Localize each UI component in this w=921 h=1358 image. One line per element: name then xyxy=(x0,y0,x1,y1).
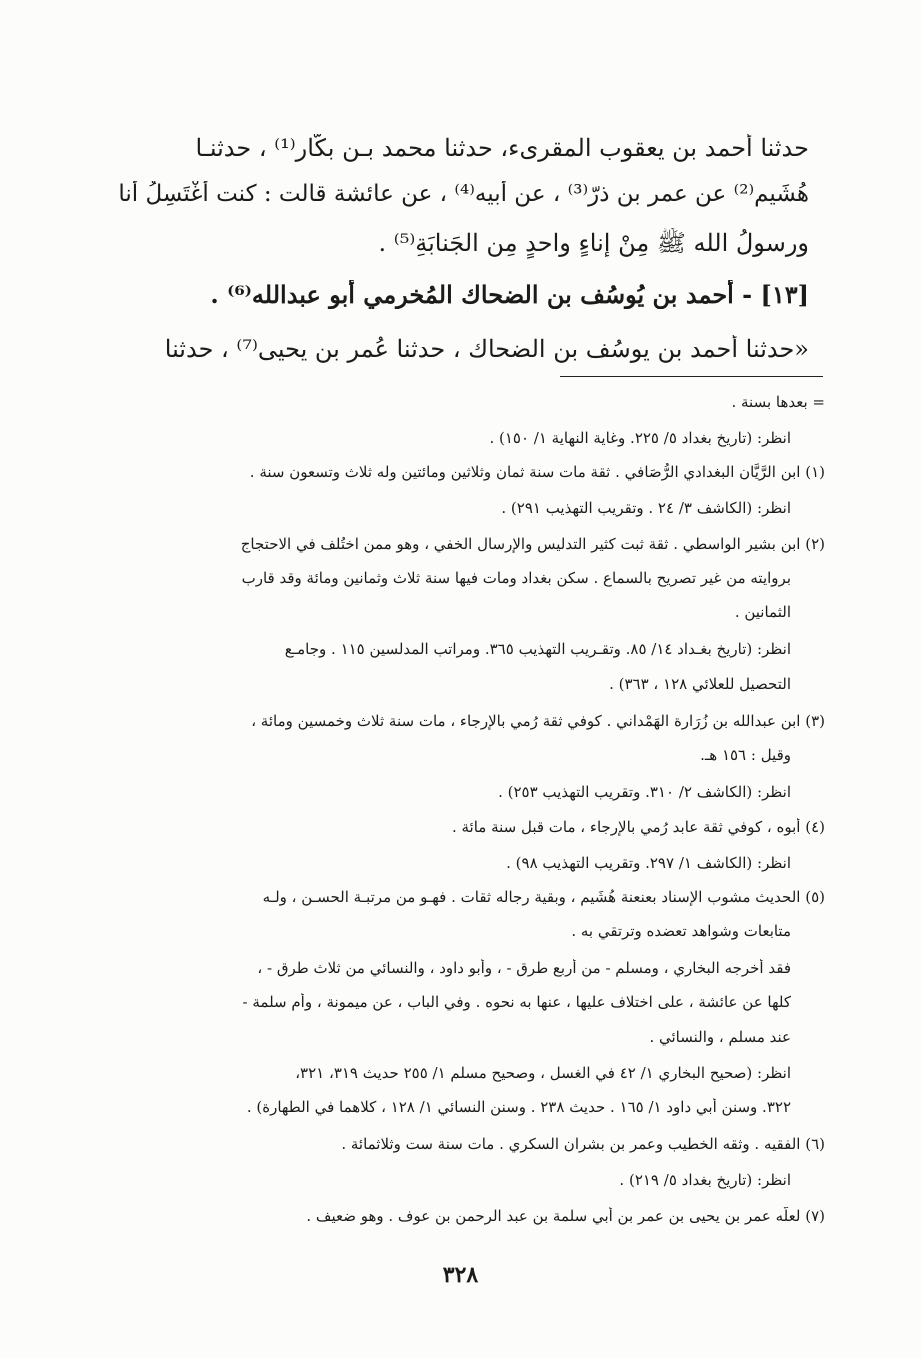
main-text-line-2: هُشَيم⁽²⁾ عن عمر بن ذرّ⁽³⁾ ، عن أبيه⁽⁴⁾ ، عن عائشة قالت : كنت أغْتَسِلُ أنا xyxy=(118,181,809,207)
footnote-line: انظر: (صحيح البخاري ١/ ٤٢ في الغسل ، وصحيح مسلم ١/ ٢٥٥ حديث ٣١٩، ٣٢١، xyxy=(295,1064,791,1082)
footnote-line: الثمانين . xyxy=(734,603,791,621)
footnote-line: فقد أخرجه البخاري ، ومسلم - من أربع طرق - ، وأبو داود ، والنسائي من ثلاث طرق - ، xyxy=(257,959,791,977)
footnote-line: انظر: (تاريخ بغداد ٥/ ٢١٩) . xyxy=(619,1171,791,1189)
footnote-line: ٣٢٢. وسنن أبي داود ١/ ١٦٥ . حديث ٢٣٨ . وسنن النسائي ١/ ١٢٨ ، كلاهما في الطهارة) . xyxy=(246,1098,791,1116)
footnote-line: (٦) الفقيه . وثقه الخطيب وعمر بن بشران السكري . مات سنة ست وثلاثمائة . xyxy=(341,1135,825,1153)
main-text-line-1: حدثنا أحمد بن يعقوب المقرىء، حدثنا محمد بـن بكّار⁽¹⁾ ، حدثنـا xyxy=(195,134,809,162)
main-text-line-3: ورسولُ الله ﷺ مِنْ إناءٍ واحدٍ مِن الجَنابَةِ⁽⁵⁾ . xyxy=(378,229,809,257)
footnote-line: (١) ابن الرَّيَّان البغدادي الرُّصَافي . ثقة مات سنة ثمان وثلاثين ومائتين وله ثلاث وتسعون سنة . xyxy=(249,463,825,481)
main-text-line-4: «حدثنا أحمد بن يوسُف بن الضحاك ، حدثنا عُمر بن يحيى⁽⁷⁾ ، حدثنا xyxy=(164,335,809,363)
footnote-line: انظر: (الكاشف ٢/ ٣١٠. وتقريب التهذيب ٢٥٣) . xyxy=(498,783,791,801)
page-number: ٣٢٨ xyxy=(442,1262,479,1288)
footnote-line: عند مسلم ، والنسائي . xyxy=(649,1028,791,1046)
footnote-line: (٤) أبوه ، كوفي ثقة عابد رُمي بالإرجاء ، مات قبل سنة مائة . xyxy=(451,818,825,836)
footnote-line: انظر: (الكاشف ٣/ ٢٤ . وتقريب التهذيب ٢٩١) . xyxy=(501,499,791,517)
footnote-line: = بعدها بسنة . xyxy=(731,393,825,411)
footnote-line: انظر: (الكاشف ١/ ٢٩٧. وتقريب التهذيب ٩٨) . xyxy=(506,854,791,872)
footnote-line: (٧) لعلّه عمر بن يحيى بن عمر بن أبي سلمة بن عبد الرحمن بن عوف . وهو ضعيف . xyxy=(306,1207,825,1225)
entry-heading: [١٣] - أحمد بن يُوسُف بن الضحاك المُخرمي أبو عبدالله⁽⁶⁾ . xyxy=(210,280,809,309)
footnote-line: وقيل : ١٥٦ هـ. xyxy=(700,746,791,764)
footnote-separator xyxy=(560,376,823,377)
footnote-line: بروايته من غير تصريح بالسماع . سكن بغداد ومات فيها سنة ثلاث وثمانين ومائة وقد قارب xyxy=(241,569,791,587)
footnote-line: (٥) الحديث مشوب الإسناد بعنعنة هُشَيم ، وبقية رجاله ثقات . فهـو من مرتبـة الحسـن ، ولـه xyxy=(262,888,825,906)
footnote-line: (٣) ابن عبدالله بن زُرَارة الهَمْداني . كوفي ثقة رُمي بالإرجاء ، مات سنة ثلاث وخمسين ومائة ، xyxy=(251,712,825,730)
footnote-line: انظر: (تاريخ بغداد ٥/ ٢٢٥. وغاية النهاية ١/ ١٥٠) . xyxy=(489,429,791,447)
footnote-line: كلها عن عائشة ، على اختلاف عليها ، عنها به نحوه . وفي الباب ، عن ميمونة ، وأم سلمة - xyxy=(242,993,791,1011)
footnote-line: (٢) ابن بشير الواسطي . ثقة ثبت كثير التدليس والإرسال الخفي ، وهو ممن اختُلف في الاحتجاج xyxy=(240,535,825,553)
footnote-line: التحصيل للعلائي ١٢٨ ، ٣٦٣) . xyxy=(609,675,791,693)
footnote-line: متابعات وشواهد تعضده وترتقي به . xyxy=(571,922,791,940)
footnote-line: انظر: (تاريخ بغـداد ١٤/ ٨٥. وتقـريب التهذيب ٣٦٥. ومراتب المدلسين ١١٥ . وجامـع xyxy=(284,640,791,658)
